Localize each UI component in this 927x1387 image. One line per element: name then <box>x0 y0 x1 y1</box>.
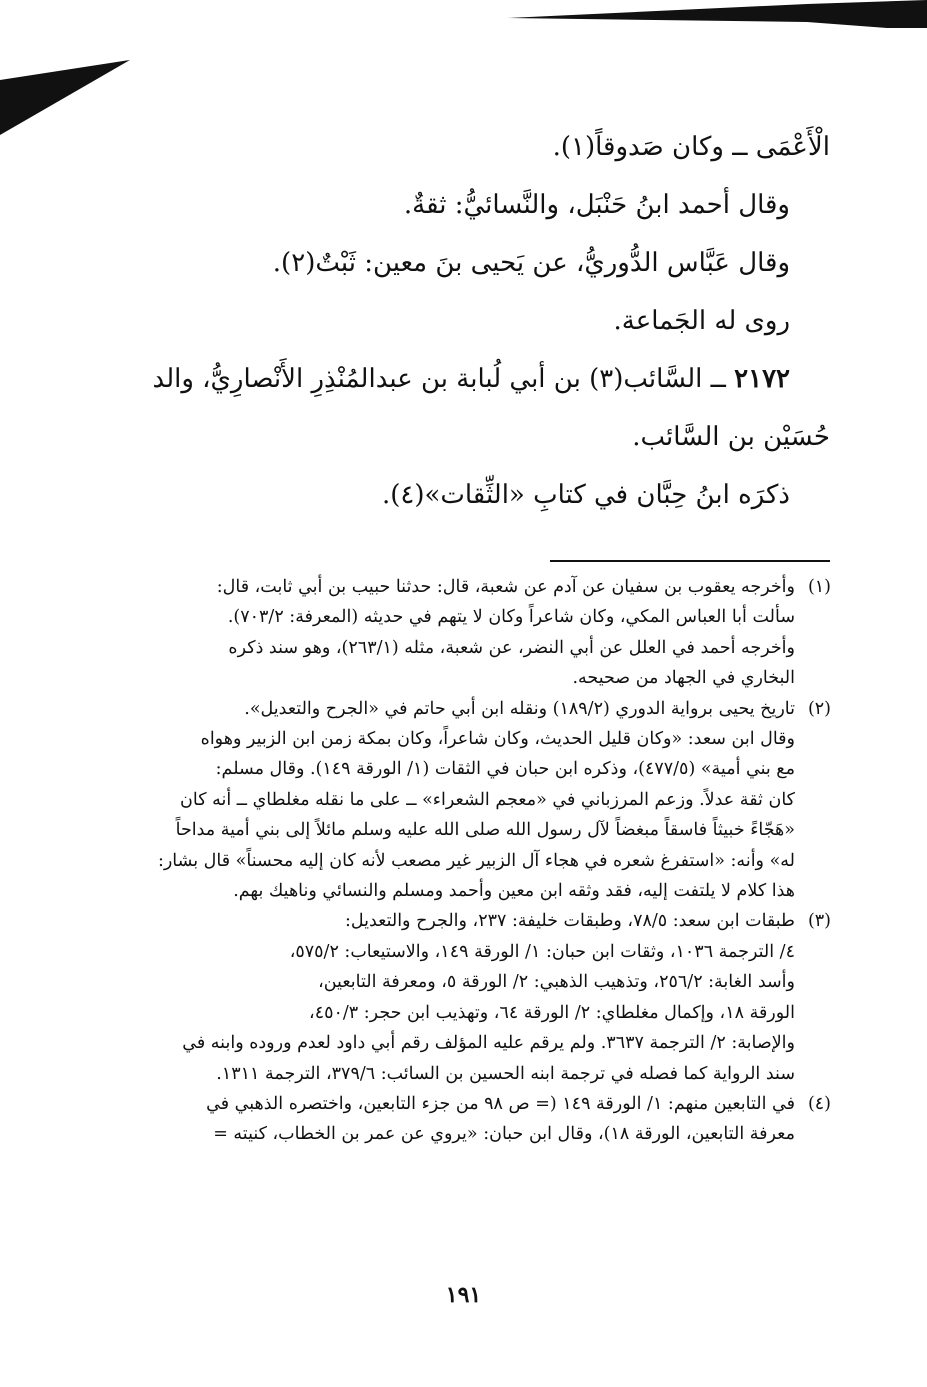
main-text <box>110 118 830 524</box>
footnote-line: هذا كلام لا يلتفت إليه، فقد وثقه ابن معين وأحمد ومسلم والنسائي وناهيك بهم. <box>233 881 795 902</box>
footnote-line: وقال ابن سعد: «وكان قليل الحديث، وكان شاعراً، وكان بمكة زمن ابن الزبير وهواه <box>200 729 795 750</box>
footnote-number: (١) <box>807 577 831 597</box>
footnotes <box>109 572 831 1150</box>
footnote-number: (٤) <box>807 1093 831 1114</box>
footnote-line: سند الرواية كما فصله في ترجمة ابنه الحسين بن السائب: ٣٧٩/٦، الترجمة ١٣١١. <box>216 1063 795 1084</box>
footnote-line: ٤/ الترجمة ١٠٣٦، وثقات ابن حبان: ١/ الورقة ١٤٩، والاستيعاب: ٥٧٥/٢، <box>289 941 795 962</box>
main-line: الْأَعْمَى ــ وكان صَدوقاً(١). <box>552 132 830 162</box>
footnote-separator <box>550 560 830 562</box>
entry-number: ٢١٧٢ <box>734 364 790 394</box>
footnote-line: والإصابة: ٢/ الترجمة ٣٦٣٧. ولم يرقم عليه المؤلف رقم أبي داود لعدم وروده وابنه في <box>182 1033 795 1054</box>
footnote-line: له» وأنه: «استفرغ شعره في هجاء آل الزبير غير مصعب لأنه كان إليه محسناً» قال بشار: <box>157 850 795 871</box>
main-line: وقال عَبَّاس الدُّوريُّ، عن يَحيى بنَ معين: ثَبْتٌ(٢). <box>272 248 790 278</box>
scan-edge-top <box>507 0 927 28</box>
footnote-3 <box>109 906 831 1088</box>
main-line: وقال أحمد ابنُ حَنْبَل، والنَّسائيُّ: ثقةٌ. <box>403 190 790 220</box>
footnote-number: (٢) <box>807 698 831 719</box>
main-line: ذكرَه ابنُ حِبَّان في كتابِ «الثِّقات»(٤). <box>381 480 790 510</box>
footnote-line: مع بني أمية» (٤٧٧/٥)، وذكره ابن حبان في الثقات (١/ الورقة ١٤٩). وقال مسلم: <box>215 759 795 780</box>
page-number: ١٩١ <box>445 1282 482 1308</box>
entry-line-2: حُسَيْن بن السَّائب. <box>632 422 830 452</box>
footnote-number: (٣) <box>807 911 831 932</box>
entry-line: ــ السَّائب(٣) بن أبي لُبابة بن عبدالمُنْذِرِ الأَنْصارِيُّ، والد <box>152 364 726 394</box>
footnote-line: معرفة التابعين، الورقة ١٨)، وقال ابن حبان: «يروي عن عمر بن الخطاب، كنيته = <box>213 1124 795 1145</box>
footnote-line: وأخرجه أحمد في العلل عن أبي النضر، عن شعبة، مثله (٢٦٣/١)، وهو سند ذكره <box>228 637 795 658</box>
footnote-line: في التابعين منهم: ١/ الورقة ١٤٩ (= ص ٩٨ من جزء التابعين، واختصره الذهبي في <box>206 1093 795 1114</box>
footnote-line: طبقات ابن سعد: ٧٨/٥، وطبقات خليفة: ٢٣٧، والجرح والتعديل: <box>344 911 795 932</box>
page-body <box>110 118 830 524</box>
footnote-line: وأخرجه يعقوب بن سفيان عن آدم عن شعبة، قال: حدثنا حبيب بن أبي ثابت، قال: <box>216 577 795 597</box>
entry-heading <box>110 350 830 408</box>
footnote-line: وأسد الغابة: ٢٥٦/٢، وتذهيب الذهبي: ٢/ الورقة ٥، ومعرفة التابعين، <box>318 972 795 993</box>
footnote-line: الورقة ١٨، وإكمال مغلطاي: ٢/ الورقة ٦٤، وتهذيب ابن حجر: ٤٥٠/٣، <box>309 1002 795 1023</box>
footnote-4 <box>109 1089 831 1150</box>
footnote-line: كان ثقة عدلاً. وزعم المرزباني في «معجم الشعراء» ــ على ما نقله مغلطاي ــ أنه كان <box>180 789 795 810</box>
footnote-2 <box>109 694 831 907</box>
footnote-line: «هَجّاءً خبيثاً فاسقاً مبغضاً لآل رسول الله صلى الله عليه وسلم مائلاً إلى بني أمية مداحاً <box>175 820 795 841</box>
footnote-line: البخاري في الجهاد من صحيحه. <box>572 668 795 689</box>
footnote-line: سألت أبا العباس المكي، وكان شاعراً وكان لا يتهم في حديثه (المعرفة: ٧٠٣/٢). <box>227 607 795 628</box>
footnote-1 <box>109 572 831 694</box>
main-line: روى له الجَماعة. <box>613 306 790 336</box>
footnote-line: تاريخ يحيى برواية الدوري (١٨٩/٢) ونقله ابن أبي حاتم في «الجرح والتعديل». <box>244 698 795 719</box>
